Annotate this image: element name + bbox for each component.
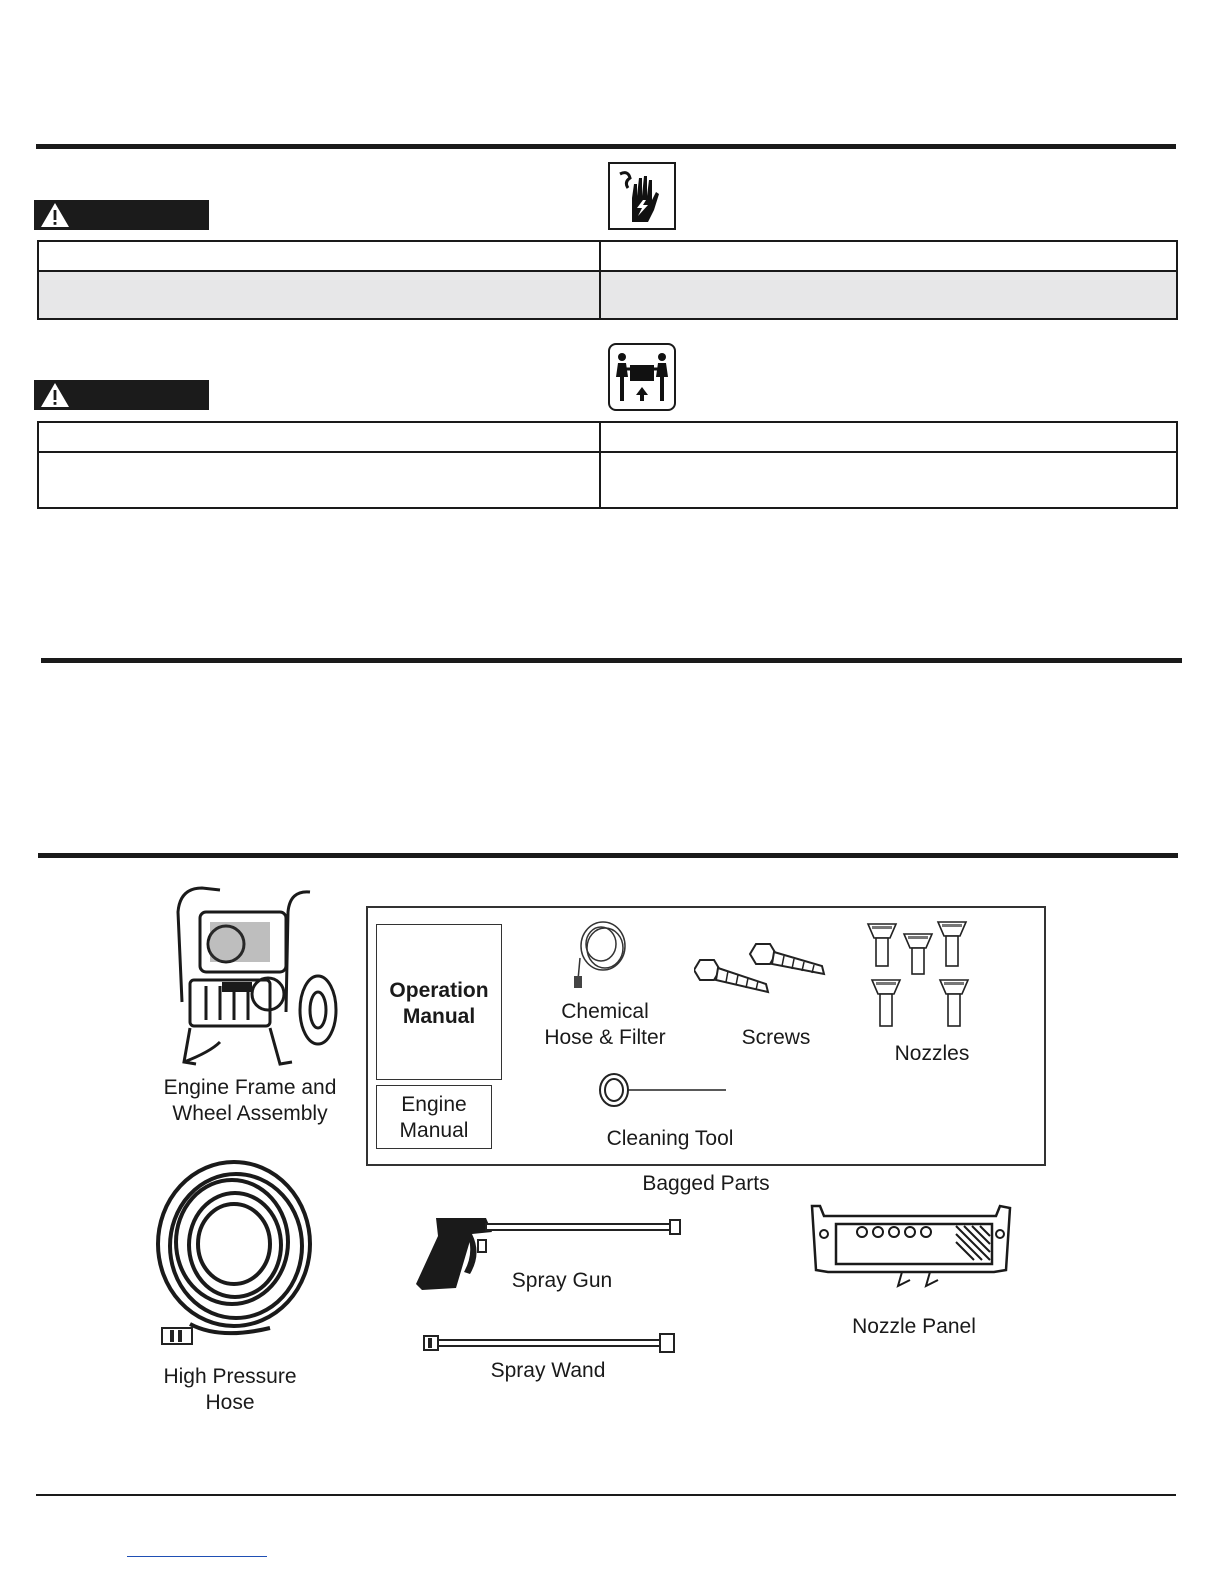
section-rule-top bbox=[36, 144, 1176, 149]
engine-frame-label-line-2: Wheel Assembly bbox=[172, 1102, 328, 1125]
bagged-parts-caption: Bagged Parts bbox=[642, 1172, 770, 1195]
engine-frame-illustration bbox=[150, 882, 350, 1082]
spray-wand-label: Spray Wand bbox=[490, 1359, 606, 1382]
nozzle-panel-label: Nozzle Panel bbox=[852, 1315, 976, 1338]
high-pressure-hose-label bbox=[140, 1364, 320, 1416]
footer-rule bbox=[36, 1494, 1176, 1496]
warning-triangle-icon bbox=[40, 202, 70, 228]
engine-frame-label-line-1: Engine Frame and bbox=[163, 1076, 337, 1099]
hazard-table-header-consequence bbox=[600, 241, 1177, 271]
operation-manual-label-line-1: Operation bbox=[389, 979, 489, 1002]
warning-badge-2 bbox=[34, 380, 209, 410]
cleaning-tool-label: Cleaning Tool bbox=[606, 1127, 734, 1150]
cleaning-tool-illustration bbox=[596, 1070, 728, 1112]
high-pressure-hose-label-line-2: Hose bbox=[205, 1391, 255, 1414]
spray-wand-illustration bbox=[422, 1332, 678, 1356]
spray-gun-label: Spray Gun bbox=[511, 1269, 613, 1292]
screws-label: Screws bbox=[741, 1026, 811, 1049]
high-pressure-hose-label-line-1: High Pressure bbox=[163, 1365, 297, 1388]
hazard-table-header-hazard bbox=[38, 422, 600, 452]
chemical-hose-label-line-2: Hose & Filter bbox=[544, 1026, 666, 1049]
nozzles-label: Nozzles bbox=[894, 1042, 970, 1065]
hazard-table-cell bbox=[38, 452, 600, 508]
chemical-hose-label-line-1: Chemical bbox=[561, 1000, 649, 1023]
hazard-table-2 bbox=[37, 421, 1178, 509]
operation-manual-label-line-2: Manual bbox=[402, 1005, 476, 1028]
section-rule-middle bbox=[41, 658, 1182, 663]
hazard-table-cell bbox=[600, 271, 1177, 319]
engine-manual-label-line-2: Manual bbox=[399, 1119, 469, 1142]
nozzle-panel-illustration bbox=[806, 1202, 1016, 1294]
chemical-hose-label bbox=[525, 999, 685, 1051]
warning-badge-1 bbox=[34, 200, 209, 230]
engine-manual-label bbox=[376, 1092, 492, 1144]
hazard-table-cell bbox=[600, 452, 1177, 508]
warning-triangle-icon bbox=[40, 382, 70, 408]
engine-manual-label-line-1: Engine bbox=[401, 1093, 467, 1116]
electric-shock-hand-icon bbox=[608, 162, 676, 230]
footer-link-underline[interactable] bbox=[127, 1556, 267, 1557]
operation-manual-label bbox=[376, 978, 502, 1030]
hazard-table-header-hazard bbox=[38, 241, 600, 271]
engine-frame-label bbox=[150, 1075, 350, 1127]
hazard-table-header-consequence bbox=[600, 422, 1177, 452]
nozzles-illustration bbox=[862, 918, 992, 1032]
high-pressure-hose-illustration bbox=[150, 1158, 320, 1358]
hazard-table-1 bbox=[37, 240, 1178, 320]
hazard-table-cell bbox=[38, 271, 600, 319]
screws-illustration bbox=[694, 940, 832, 1004]
section-rule-contents bbox=[38, 853, 1178, 858]
two-person-lift-icon bbox=[608, 343, 676, 411]
chemical-hose-illustration bbox=[568, 918, 638, 990]
